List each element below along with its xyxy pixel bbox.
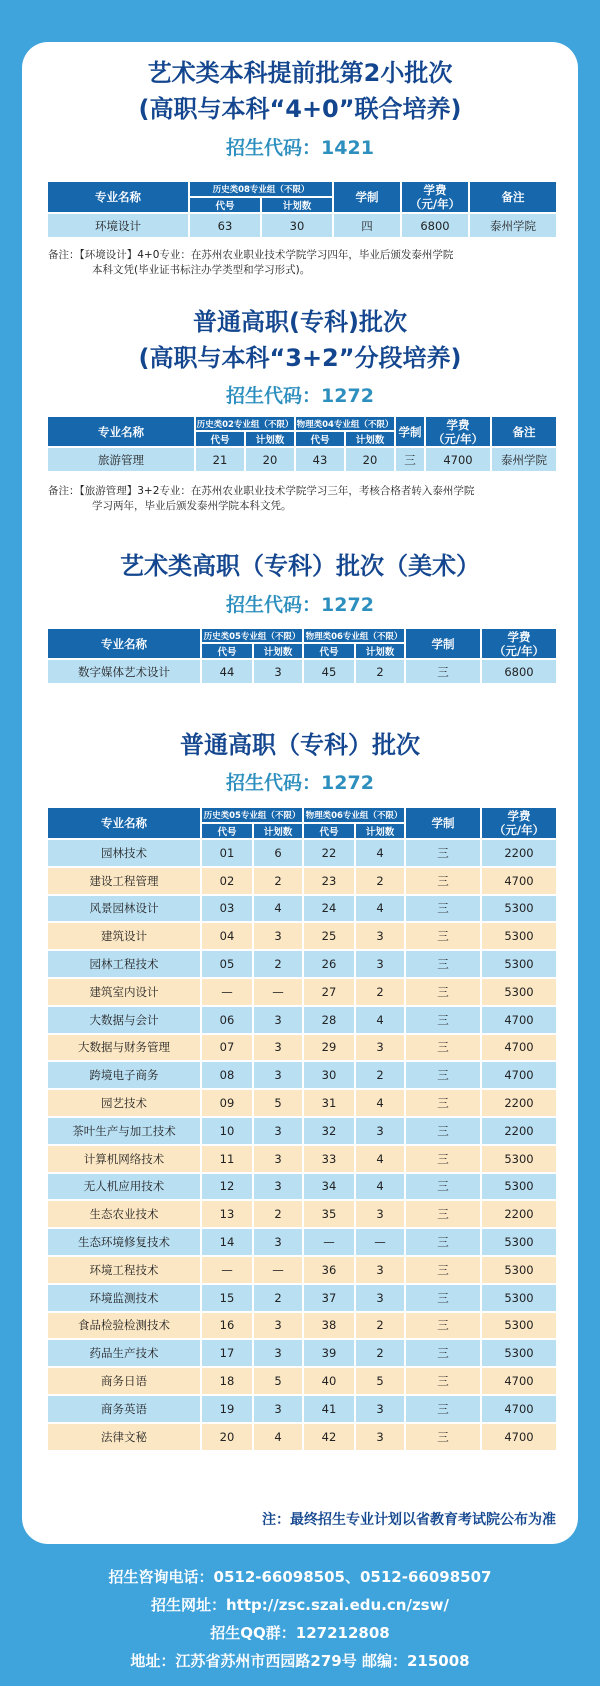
table-cell: — bbox=[355, 1228, 405, 1256]
table-cell: 44 bbox=[201, 659, 253, 684]
table-cell: 生态环境修复技术 bbox=[47, 1228, 201, 1256]
table-cell: 2 bbox=[253, 950, 303, 978]
table-cell: 4700 bbox=[425, 447, 491, 472]
table-cell: 21 bbox=[195, 447, 245, 472]
table-row bbox=[47, 1061, 557, 1089]
table-cell: 5300 bbox=[481, 978, 557, 1006]
table-cell: 5 bbox=[253, 1089, 303, 1117]
table-cell: 37 bbox=[303, 1284, 355, 1312]
table-cell: 环境监测技术 bbox=[47, 1284, 201, 1312]
table-cell: 39 bbox=[303, 1339, 355, 1367]
table-cell: 08 bbox=[201, 1061, 253, 1089]
header-years: 学制 bbox=[405, 628, 481, 659]
header-plan: 计划数 bbox=[355, 643, 405, 659]
table-cell: — bbox=[253, 1256, 303, 1284]
table-row bbox=[47, 1145, 557, 1173]
table-cell: 4 bbox=[253, 895, 303, 923]
table-cell: 2200 bbox=[481, 1200, 557, 1228]
table-cell: 27 bbox=[303, 978, 355, 1006]
table-cell: 3 bbox=[253, 1339, 303, 1367]
table-cell: 19 bbox=[201, 1395, 253, 1423]
section4-rows bbox=[47, 839, 557, 1451]
table-cell: 生态农业技术 bbox=[47, 1200, 201, 1228]
header-plan: 计划数 bbox=[253, 823, 303, 839]
table-cell: 6800 bbox=[481, 659, 557, 684]
table-cell: 药品生产技术 bbox=[47, 1339, 201, 1367]
table-cell: 25 bbox=[303, 922, 355, 950]
table-cell: 4700 bbox=[481, 1034, 557, 1062]
table-row bbox=[47, 895, 557, 923]
table-cell: 17 bbox=[201, 1339, 253, 1367]
table-cell: 风景园林设计 bbox=[47, 895, 201, 923]
table-cell: 14 bbox=[201, 1228, 253, 1256]
table-cell: 07 bbox=[201, 1034, 253, 1062]
table-cell: 5 bbox=[355, 1367, 405, 1395]
table-row bbox=[47, 1367, 557, 1395]
table-cell: 16 bbox=[201, 1312, 253, 1340]
table-cell: 大数据与财务管理 bbox=[47, 1034, 201, 1062]
table-cell: 01 bbox=[201, 839, 253, 867]
table-cell: 建筑设计 bbox=[47, 922, 201, 950]
table-cell: 三 bbox=[405, 922, 481, 950]
table-cell: 3 bbox=[355, 922, 405, 950]
table-cell: 23 bbox=[303, 867, 355, 895]
table-cell: 3 bbox=[355, 1395, 405, 1423]
section2-table bbox=[46, 415, 558, 473]
table-cell: 29 bbox=[303, 1034, 355, 1062]
table-cell: 建设工程管理 bbox=[47, 867, 201, 895]
section4-code: 招生代码：1272 bbox=[226, 772, 374, 794]
table-cell: 33 bbox=[303, 1145, 355, 1173]
table-cell: 3 bbox=[253, 1034, 303, 1062]
table-cell: 三 bbox=[405, 1367, 481, 1395]
table-cell: 20 bbox=[245, 447, 295, 472]
table-cell: 2 bbox=[355, 1312, 405, 1340]
header-plan: 计划数 bbox=[261, 197, 333, 213]
table-cell: 三 bbox=[405, 659, 481, 684]
table-cell: 三 bbox=[405, 1117, 481, 1145]
table-cell: 11 bbox=[201, 1145, 253, 1173]
section1-table bbox=[46, 180, 558, 239]
table-row bbox=[47, 839, 557, 867]
table-cell: 大数据与会计 bbox=[47, 1006, 201, 1034]
table-cell: 3 bbox=[253, 1061, 303, 1089]
final-note: 注：最终招生专业计划以省教育考试院公布为准 bbox=[262, 1512, 556, 1528]
table-cell: — bbox=[201, 978, 253, 1006]
header-major: 专业名称 bbox=[47, 181, 189, 213]
header-group-history: 历史类05专业组（不限） bbox=[201, 628, 303, 643]
table-cell: 38 bbox=[303, 1312, 355, 1340]
table-cell: — bbox=[303, 1228, 355, 1256]
header-major: 专业名称 bbox=[47, 628, 201, 659]
note-line: 备注：【旅游管理】3+2专业：在苏州农业职业技术学院学习三年，考核合格者转入泰州学院 bbox=[48, 485, 475, 497]
table-cell: 泰州学院 bbox=[491, 447, 557, 472]
table-cell: 2200 bbox=[481, 839, 557, 867]
table-cell: 18 bbox=[201, 1367, 253, 1395]
table-cell: 茶叶生产与加工技术 bbox=[47, 1117, 201, 1145]
table-cell: 6 bbox=[253, 839, 303, 867]
header-code: 代号 bbox=[189, 197, 261, 213]
table-cell: 环境设计 bbox=[47, 213, 189, 238]
table-cell: 2 bbox=[355, 659, 405, 684]
header-major: 专业名称 bbox=[47, 416, 195, 447]
table-row bbox=[47, 1173, 557, 1201]
table-cell: 3 bbox=[253, 1228, 303, 1256]
table-cell: 6800 bbox=[401, 213, 469, 238]
header-years: 学制 bbox=[333, 181, 401, 213]
table-cell: 三 bbox=[405, 839, 481, 867]
table-cell: 3 bbox=[253, 1395, 303, 1423]
table-cell: 3 bbox=[253, 1117, 303, 1145]
table-cell: 5300 bbox=[481, 1173, 557, 1201]
section1-subtitle: (高职与本科“4+0”联合培养) bbox=[138, 95, 462, 123]
table-cell: 4 bbox=[355, 1145, 405, 1173]
table-cell: 4700 bbox=[481, 1367, 557, 1395]
table-row bbox=[47, 1339, 557, 1367]
table-row bbox=[47, 1312, 557, 1340]
table-cell: 四 bbox=[333, 213, 401, 238]
table-cell: 4 bbox=[355, 1173, 405, 1201]
table-cell: 32 bbox=[303, 1117, 355, 1145]
table-row bbox=[47, 922, 557, 950]
table-cell: 2 bbox=[355, 867, 405, 895]
header-plan: 计划数 bbox=[355, 823, 405, 839]
header-code: 代号 bbox=[303, 823, 355, 839]
table-row bbox=[47, 1034, 557, 1062]
section4-title: 普通高职（专科）批次 bbox=[180, 731, 420, 759]
table-cell: 2200 bbox=[481, 1089, 557, 1117]
table-cell: 31 bbox=[303, 1089, 355, 1117]
header-group: 历史类08专业组（不限） bbox=[189, 181, 333, 197]
table-cell: 5300 bbox=[481, 950, 557, 978]
table-cell: 三 bbox=[405, 1006, 481, 1034]
table-cell: 园林技术 bbox=[47, 839, 201, 867]
table-cell: 3 bbox=[355, 1284, 405, 1312]
header-group-physics: 物理类06专业组（不限） bbox=[303, 807, 405, 823]
table-cell: 5300 bbox=[481, 895, 557, 923]
footer-qq: 招生QQ群：127212808 bbox=[210, 1624, 390, 1642]
header-plan: 计划数 bbox=[345, 431, 395, 447]
table-cell: 5300 bbox=[481, 1256, 557, 1284]
table-cell: 2200 bbox=[481, 1117, 557, 1145]
table-cell: 15 bbox=[201, 1284, 253, 1312]
table-cell: 06 bbox=[201, 1006, 253, 1034]
table-cell: 13 bbox=[201, 1200, 253, 1228]
header-group-physics: 物理类06专业组（不限） bbox=[303, 628, 405, 643]
table-cell: 三 bbox=[405, 1089, 481, 1117]
table-cell: 三 bbox=[405, 950, 481, 978]
table-row bbox=[47, 1006, 557, 1034]
table-row bbox=[47, 1256, 557, 1284]
table-cell: 34 bbox=[303, 1173, 355, 1201]
table-cell: 12 bbox=[201, 1173, 253, 1201]
table-cell: 2 bbox=[355, 1339, 405, 1367]
footer-address: 地址：江苏省苏州市西园路279号 邮编：215008 bbox=[130, 1652, 470, 1670]
header-group-history: 历史类05专业组（不限） bbox=[201, 807, 303, 823]
header-plan: 计划数 bbox=[253, 643, 303, 659]
table-cell: 三 bbox=[405, 1145, 481, 1173]
note-line: 备注：【环境设计】4+0专业：在苏州农业职业技术学院学习四年，毕业后颁发泰州学院 bbox=[48, 249, 454, 261]
table-cell: 三 bbox=[405, 1034, 481, 1062]
table-cell: 三 bbox=[405, 1339, 481, 1367]
table-row bbox=[47, 1089, 557, 1117]
header-fee: 学费 （元/年） bbox=[481, 807, 557, 839]
section3-title: 艺术类高职（专科）批次（美术） bbox=[120, 552, 480, 580]
table-cell: 2 bbox=[355, 978, 405, 1006]
table-cell: 4700 bbox=[481, 1006, 557, 1034]
table-cell: 跨境电子商务 bbox=[47, 1061, 201, 1089]
header-plan: 计划数 bbox=[245, 431, 295, 447]
header-major: 专业名称 bbox=[47, 807, 201, 839]
table-row bbox=[47, 1395, 557, 1423]
table-cell: 26 bbox=[303, 950, 355, 978]
section3-code: 招生代码：1272 bbox=[226, 594, 374, 616]
table-cell: 02 bbox=[201, 867, 253, 895]
section2-note bbox=[48, 484, 558, 514]
header-code: 代号 bbox=[195, 431, 245, 447]
table-cell: 03 bbox=[201, 895, 253, 923]
table-cell: 30 bbox=[261, 213, 333, 238]
table-cell: 5300 bbox=[481, 1145, 557, 1173]
table-cell: 4700 bbox=[481, 867, 557, 895]
table-cell: 3 bbox=[355, 1423, 405, 1451]
table-cell: 04 bbox=[201, 922, 253, 950]
table-cell: 3 bbox=[355, 1200, 405, 1228]
table-cell: 商务日语 bbox=[47, 1367, 201, 1395]
table-cell: 三 bbox=[405, 1423, 481, 1451]
table-cell: 5300 bbox=[481, 922, 557, 950]
section1-note bbox=[48, 248, 558, 278]
header-fee: 学费 （元/年） bbox=[425, 416, 491, 447]
table-cell: 三 bbox=[405, 978, 481, 1006]
header-years: 学制 bbox=[395, 416, 425, 447]
table-cell: 3 bbox=[253, 1312, 303, 1340]
table-cell: 2 bbox=[253, 1284, 303, 1312]
header-code: 代号 bbox=[201, 823, 253, 839]
table-cell: 05 bbox=[201, 950, 253, 978]
table-cell: 4 bbox=[355, 839, 405, 867]
table-cell: 三 bbox=[405, 1228, 481, 1256]
table-row bbox=[47, 950, 557, 978]
table-cell: 3 bbox=[253, 1145, 303, 1173]
table-cell: 法律文秘 bbox=[47, 1423, 201, 1451]
table-cell: 4700 bbox=[481, 1395, 557, 1423]
table-cell: 三 bbox=[405, 1312, 481, 1340]
table-cell: 40 bbox=[303, 1367, 355, 1395]
footer-phone: 招生咨询电话：0512-66098505、0512-66098507 bbox=[108, 1568, 492, 1586]
table-cell: 20 bbox=[345, 447, 395, 472]
table-row bbox=[47, 978, 557, 1006]
table-cell: 10 bbox=[201, 1117, 253, 1145]
table-cell: 3 bbox=[253, 659, 303, 684]
table-cell: 2 bbox=[355, 1061, 405, 1089]
header-years: 学制 bbox=[405, 807, 481, 839]
table-cell: 5300 bbox=[481, 1284, 557, 1312]
table-cell: 三 bbox=[405, 867, 481, 895]
table-cell: 4 bbox=[355, 895, 405, 923]
table-cell: 三 bbox=[405, 1284, 481, 1312]
table-cell: 4 bbox=[355, 1089, 405, 1117]
header-fee: 学费 （元/年） bbox=[401, 181, 469, 213]
table-cell: 4700 bbox=[481, 1061, 557, 1089]
table-cell: 3 bbox=[355, 1117, 405, 1145]
table-cell: 28 bbox=[303, 1006, 355, 1034]
header-code: 代号 bbox=[201, 643, 253, 659]
section4-table bbox=[46, 806, 558, 1452]
table-cell: 5300 bbox=[481, 1312, 557, 1340]
table-cell: 计算机网络技术 bbox=[47, 1145, 201, 1173]
table-cell: 3 bbox=[253, 922, 303, 950]
table-cell: 三 bbox=[405, 1395, 481, 1423]
table-cell: 园林工程技术 bbox=[47, 950, 201, 978]
table-cell: 5 bbox=[253, 1367, 303, 1395]
section1-title: 艺术类本科提前批第2小批次 bbox=[147, 59, 453, 87]
table-row bbox=[47, 1423, 557, 1451]
table-cell: 24 bbox=[303, 895, 355, 923]
table-cell: 2 bbox=[253, 867, 303, 895]
table-cell: 数字媒体艺术设计 bbox=[47, 659, 201, 684]
table-row bbox=[47, 1200, 557, 1228]
table-cell: 3 bbox=[355, 1034, 405, 1062]
table-cell: 20 bbox=[201, 1423, 253, 1451]
header-group-history: 历史类02专业组（不限） bbox=[195, 416, 295, 431]
table-cell: 无人机应用技术 bbox=[47, 1173, 201, 1201]
table-cell: 2 bbox=[253, 1200, 303, 1228]
table-cell: 三 bbox=[405, 1061, 481, 1089]
table-cell: 4 bbox=[253, 1423, 303, 1451]
note-line: 学习两年，毕业后颁发泰州学院本科文凭。 bbox=[92, 500, 292, 512]
table-cell: 30 bbox=[303, 1061, 355, 1089]
table-cell: 42 bbox=[303, 1423, 355, 1451]
table-cell: 22 bbox=[303, 839, 355, 867]
table-cell: 41 bbox=[303, 1395, 355, 1423]
table-cell: 环境工程技术 bbox=[47, 1256, 201, 1284]
table-row bbox=[47, 1228, 557, 1256]
header-code: 代号 bbox=[303, 643, 355, 659]
table-cell: 09 bbox=[201, 1089, 253, 1117]
table-cell: 3 bbox=[355, 950, 405, 978]
table-cell: 45 bbox=[303, 659, 355, 684]
table-cell: 商务英语 bbox=[47, 1395, 201, 1423]
table-cell: 建筑室内设计 bbox=[47, 978, 201, 1006]
table-cell: 三 bbox=[395, 447, 425, 472]
footer-website[interactable]: 招生网址：http://zsc.szai.edu.cn/zsw/ bbox=[151, 1596, 449, 1614]
note-line: 本科文凭(毕业证书标注办学类型和学习形式)。 bbox=[92, 264, 311, 276]
table-cell: 三 bbox=[405, 1173, 481, 1201]
header-code: 代号 bbox=[295, 431, 345, 447]
table-cell: 43 bbox=[295, 447, 345, 472]
table-cell: 36 bbox=[303, 1256, 355, 1284]
table-cell: — bbox=[201, 1256, 253, 1284]
section3-table bbox=[46, 627, 558, 685]
header-fee: 学费 （元/年） bbox=[481, 628, 557, 659]
header-group-physics: 物理类04专业组（不限） bbox=[295, 416, 395, 431]
header-note: 备注 bbox=[469, 181, 557, 213]
table-cell: 35 bbox=[303, 1200, 355, 1228]
table-cell: 泰州学院 bbox=[469, 213, 557, 238]
table-row bbox=[47, 867, 557, 895]
table-cell: 三 bbox=[405, 895, 481, 923]
table-cell: 63 bbox=[189, 213, 261, 238]
table-cell: 食品检验检测技术 bbox=[47, 1312, 201, 1340]
table-cell: 3 bbox=[355, 1256, 405, 1284]
table-cell: 4700 bbox=[481, 1423, 557, 1451]
table-cell: — bbox=[253, 978, 303, 1006]
table-row bbox=[47, 1284, 557, 1312]
table-cell: 3 bbox=[253, 1173, 303, 1201]
table-cell: 5300 bbox=[481, 1339, 557, 1367]
table-cell: 三 bbox=[405, 1256, 481, 1284]
table-cell: 旅游管理 bbox=[47, 447, 195, 472]
section2-code: 招生代码：1272 bbox=[226, 385, 374, 407]
table-cell: 4 bbox=[355, 1006, 405, 1034]
table-cell: 5300 bbox=[481, 1228, 557, 1256]
table-cell: 园艺技术 bbox=[47, 1089, 201, 1117]
table-cell: 三 bbox=[405, 1200, 481, 1228]
header-note: 备注 bbox=[491, 416, 557, 447]
table-row bbox=[47, 1117, 557, 1145]
table-cell: 3 bbox=[253, 1006, 303, 1034]
section1-code: 招生代码：1421 bbox=[226, 137, 374, 159]
section2-title: 普通高职(专科)批次 bbox=[193, 308, 407, 336]
section2-subtitle: (高职与本科“3+2”分段培养) bbox=[138, 344, 462, 372]
